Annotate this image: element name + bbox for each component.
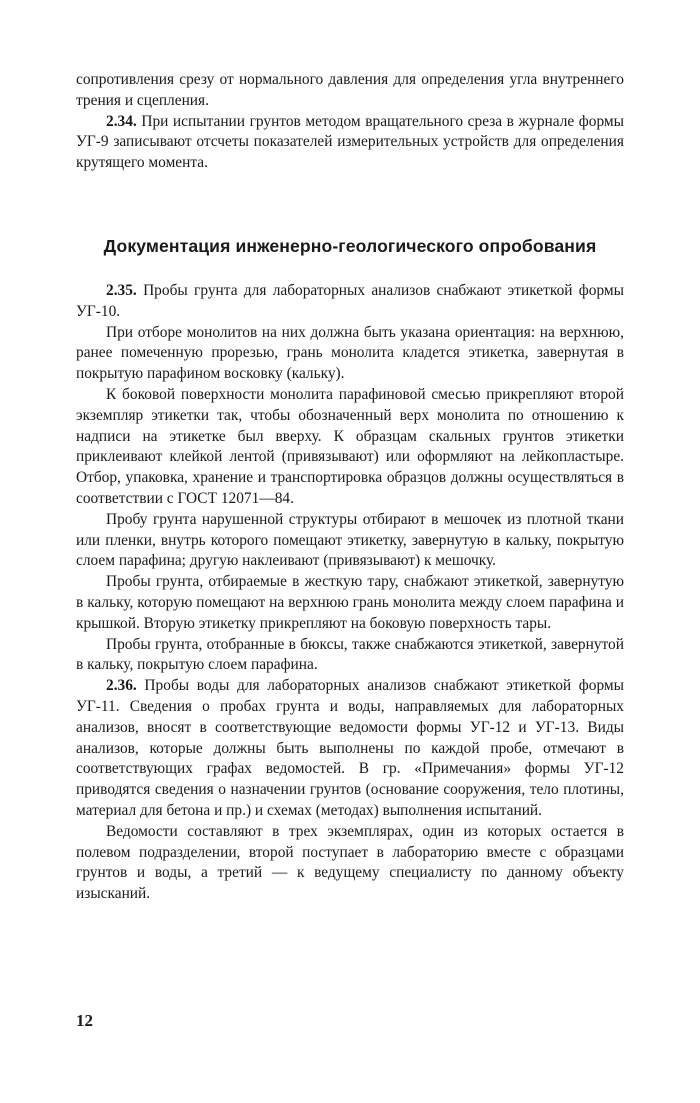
body-paragraph: Пробы грунта, отобранные в бюксы, также снабжаются этикеткой, завернутой в кальку, покрытую слоем парафина.	[76, 635, 624, 674]
clause-number: 2.34.	[106, 112, 137, 130]
continuation-paragraph: сопротивления срезу от нормального давления для определения угла внутреннего трения и сцепления.	[76, 71, 624, 109]
page-body	[76, 70, 624, 905]
clause-2-34-paragraph	[76, 112, 624, 174]
page-number: 12	[76, 1011, 93, 1030]
clause-number: 2.35.	[106, 281, 137, 299]
body-paragraph: При отборе монолитов на них должна быть указана ориентация: на верхнюю, ранее помеченную прорезью, грань монолита кладется этикетка, завернутая в покрытую парафином восковку (кальку).	[76, 323, 624, 383]
clause-text: Пробы грунта для лабораторных анализов снабжают этикеткой формы УГ-10.	[76, 281, 624, 320]
clause-2-36-paragraph	[76, 676, 624, 822]
body-paragraph: Ведомости составляют в трех экземплярах, один из которых остается в полевом подразделении, второй поступает в лабораторию вместе с образцами грунтов и воды, а третий — к ведущему специалисту по данному объекту изысканий.	[76, 822, 624, 903]
body-paragraph: К боковой поверхности монолита парафиновой смесью прикрепляют второй экземпляр этикетки так, чтобы обозначенный верх монолита по отношению к надписи на этикетке был вверху. К образцам скальных грунтов этикетки приклеивают клейкой лентой (привязывают) или оформляют на лейкопластыре. Отбор, упаковка, хранение и транспортировка образцов должны осуществляться в соответствии с ГОСТ 12071—84.	[76, 385, 624, 507]
clause-2-35-paragraph	[76, 281, 624, 323]
clause-text: При испытании грунтов методом вращательного среза в журнале формы УГ-9 записывают отсчеты показателей измерительных устройств для определения крутящего момента.	[76, 112, 624, 172]
body-paragraph: Пробу грунта нарушенной структуры отбирают в мешочек из плотной ткани или пленки, внутрь которого помещают этикетку, завернутую в кальку, покрытую слоем парафина; другую наклеивают (привязывают) к мешочку.	[76, 510, 624, 570]
clause-text: Пробы воды для лабораторных анализов снабжают этикеткой формы УГ-11. Сведения о пробах грунта и воды, направляемых для лабораторных анализов, вносят в соответствующие ведомости формы УГ-12 и УГ-13. Виды анализов, которые должны быть выполнены по каждой пробе, отмечают в соответствующих графах ведомостей. В гр. «Примечания» формы УГ-12 приводятся сведения о назначении грунтов (основание сооружения, тело плотины, материал для бетона и пр.) и схемах (методах) выполнения испытаний.	[76, 677, 624, 819]
body-paragraph: Пробы грунта, отбираемые в жесткую тару, снабжают этикеткой, завернутую в кальку, которую помещают на верхнюю грань монолита между слоем парафина и крышкой. Вторую этикетку прикрепляют на боковую поверхность тары.	[76, 573, 624, 632]
clause-number: 2.36.	[106, 677, 137, 695]
section-heading: Документация инженерно-геологического опробования	[103, 235, 597, 256]
